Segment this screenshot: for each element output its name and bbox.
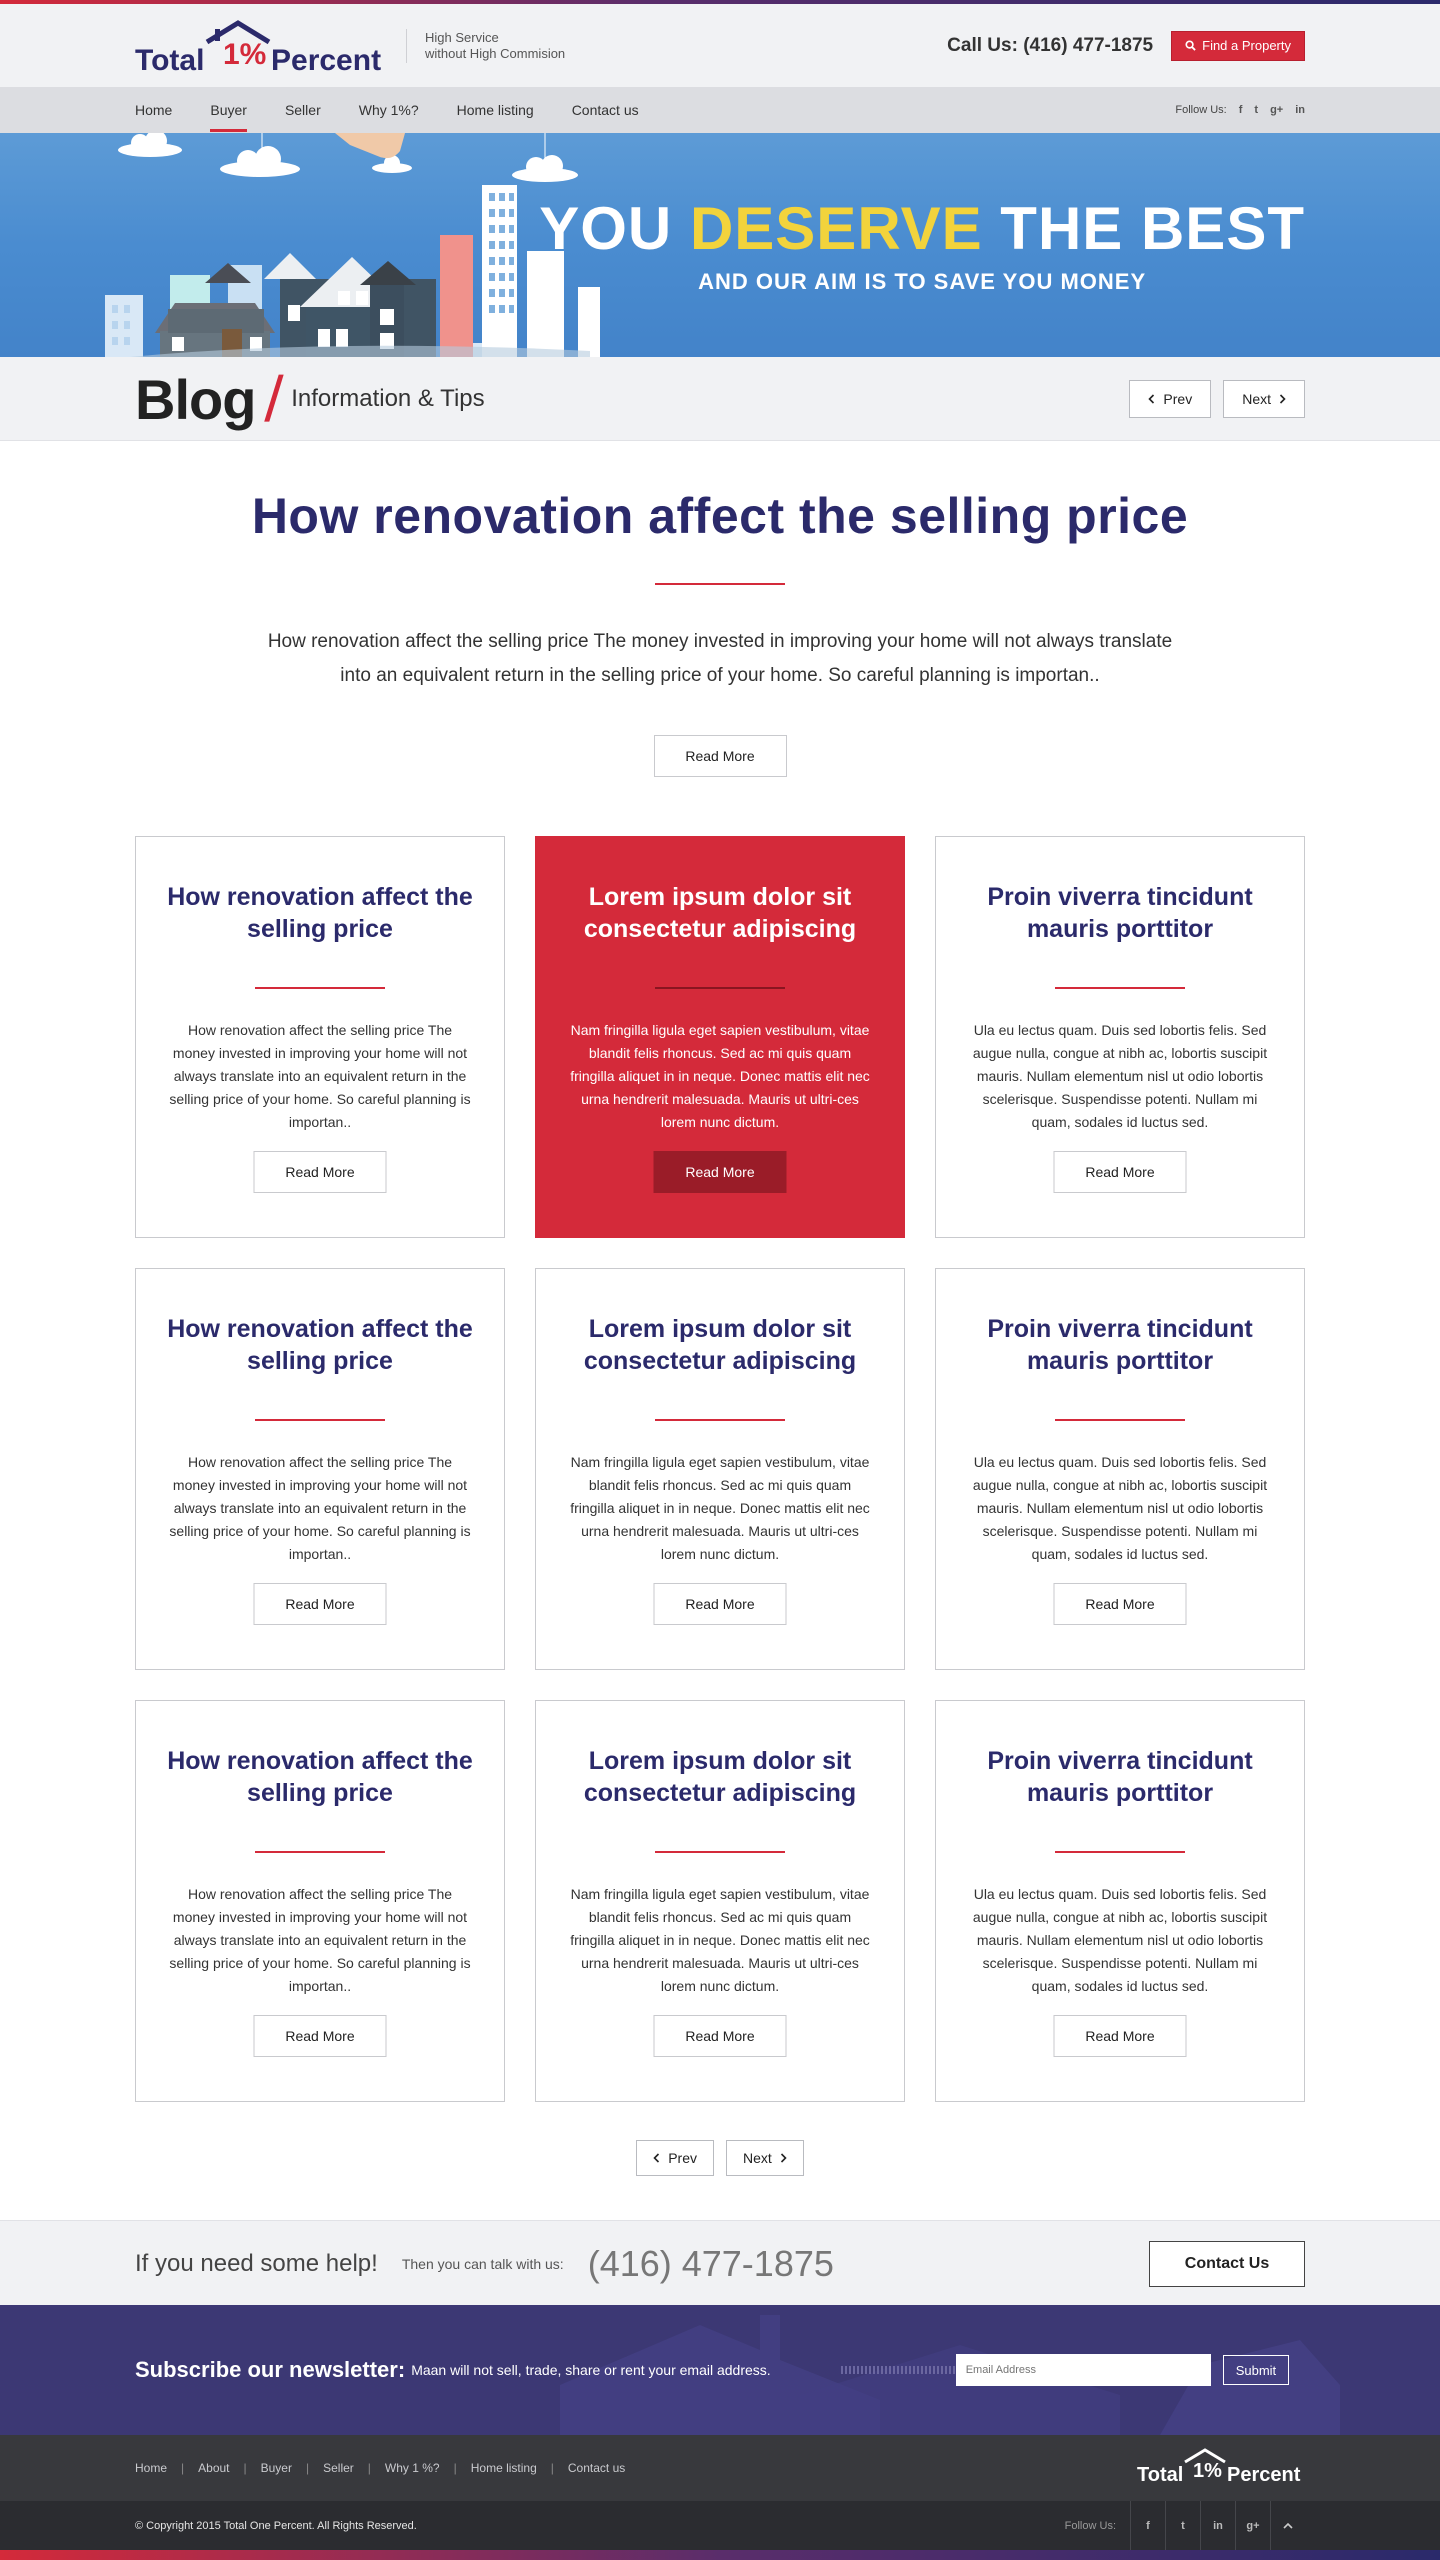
help-phone[interactable]: (416) 477-1875 <box>587 2242 834 2284</box>
footer-link-why[interactable]: Why 1 %? <box>384 2461 440 2475</box>
blog-title-bar <box>0 357 1440 441</box>
bottom-accent-line <box>0 2550 1440 2560</box>
nav-item-why[interactable]: Why 1%? <box>358 102 419 118</box>
card-excerpt: Ula eu lectus quam. Duis sed lobortis felis. Sed augue nulla, congue at nibh ac, lobortis suscipit mauris. Nullam elementum nisl ut odio lobortis scelerisque. Suspendisse potenti. Nullam mi quam, sodales id luctus sed. <box>972 1022 1268 1130</box>
footer-follow-us <box>1065 2501 1305 2550</box>
card-divider <box>255 987 385 989</box>
hand-icon <box>335 133 405 158</box>
card-read-more-button[interactable]: Read More <box>654 1583 787 1625</box>
blog-grid-section <box>135 836 1305 2176</box>
search-icon <box>1185 40 1196 51</box>
blog-card <box>935 1268 1305 1670</box>
site-logo[interactable] <box>135 16 390 76</box>
footer-separator: | <box>243 2461 247 2475</box>
google-plus-icon[interactable]: g+ <box>1270 104 1284 116</box>
hero-subtitle: AND OUR AIM IS TO SAVE YOU MONEY <box>698 269 1147 294</box>
newsletter-section <box>0 2305 1440 2435</box>
bottom-prev-button[interactable] <box>636 2140 714 2176</box>
blog-card <box>135 1700 505 2102</box>
nav-item-contact[interactable]: Contact us <box>571 102 639 118</box>
footer-link-home[interactable]: Home <box>135 2461 168 2475</box>
footer-logo-mark: 1% <box>1193 2459 1222 2482</box>
featured-post-title[interactable]: How renovation affect the selling price <box>251 488 1189 544</box>
card-title[interactable]: Lorem ipsum dolor sit consectetur adipiscing <box>583 883 857 943</box>
card-read-more-button[interactable]: Read More <box>654 2015 787 2057</box>
bottom-prev-label: Prev <box>668 2150 697 2166</box>
card-title[interactable]: Lorem ipsum dolor sit consectetur adipiscing <box>583 1747 857 1807</box>
footer-separator: | <box>305 2461 310 2475</box>
page-title: Blog <box>135 367 256 431</box>
chevron-up-icon <box>1283 2522 1293 2529</box>
help-heading: If you need some help! <box>135 2249 378 2277</box>
google-plus-icon[interactable]: g+ <box>1235 2501 1270 2550</box>
card-title[interactable]: How renovation affect the selling price <box>167 1747 473 1807</box>
card-read-more-button[interactable]: Read More <box>654 1151 787 1193</box>
card-divider <box>655 987 785 989</box>
site-footer <box>0 2435 1440 2560</box>
hero-text <box>539 193 1305 295</box>
submit-button[interactable]: Submit <box>1223 2355 1289 2385</box>
help-bar <box>0 2220 1440 2305</box>
linkedin-icon[interactable]: in <box>1295 104 1305 116</box>
featured-post-excerpt <box>235 625 1205 693</box>
blog-card <box>135 1268 505 1670</box>
card-divider <box>1055 1419 1185 1421</box>
site-header <box>0 4 1440 87</box>
logo-word-percent: Percent <box>271 43 382 76</box>
card-divider <box>1055 987 1185 989</box>
footer-follow-label: Follow Us: <box>1064 2519 1116 2532</box>
house-icon <box>130 253 590 357</box>
card-title[interactable]: Proin viverra tincidunt mauris porttitor <box>987 1315 1253 1375</box>
hero-word-3: THE BEST <box>1000 195 1305 262</box>
card-excerpt: How renovation affect the selling price The money invested in improving your home will not always translate into an equivalent return in the selling price of your home. So careful planning is importan.. <box>169 1886 471 1994</box>
tagline <box>406 29 565 63</box>
header-follow-us <box>1175 104 1305 116</box>
nav-item-seller[interactable]: Seller <box>284 102 321 118</box>
blog-card <box>935 836 1305 1238</box>
main-nav <box>0 87 1440 133</box>
footer-logo[interactable] <box>1137 2447 1305 2490</box>
footer-logo-word-total: Total <box>1137 2463 1184 2485</box>
card-excerpt: Ula eu lectus quam. Duis sed lobortis felis. Sed augue nulla, congue at nibh ac, lobortis suscipit mauris. Nullam elementum nisl ut odio lobortis scelerisque. Suspendisse potenti. Nullam mi quam, sodales id luctus sed. <box>972 1454 1268 1562</box>
footer-logo-word-percent: Percent <box>1227 2463 1301 2485</box>
card-read-more-button[interactable]: Read More <box>1054 1151 1187 1193</box>
chevron-left-icon <box>653 2153 660 2163</box>
call-us-phone[interactable]: Call Us: (416) 477-1875 <box>947 34 1154 56</box>
card-title[interactable]: How renovation affect the selling price <box>167 883 473 943</box>
next-button[interactable] <box>1223 380 1305 418</box>
nav-item-home-listing[interactable]: Home listing <box>456 102 534 118</box>
card-read-more-button[interactable]: Read More <box>254 1151 387 1193</box>
twitter-icon[interactable]: t <box>1165 2501 1200 2550</box>
find-property-button[interactable] <box>1171 31 1305 61</box>
blog-grid <box>135 836 1305 2102</box>
featured-post <box>135 441 1305 777</box>
blog-card <box>135 836 505 1238</box>
next-label: Next <box>1242 391 1271 407</box>
footer-link-about[interactable]: About <box>198 2461 230 2475</box>
card-excerpt: How renovation affect the selling price The money invested in improving your home will not always translate into an equivalent return in the selling price of your home. So careful planning is importan.. <box>169 1022 471 1130</box>
featured-excerpt-line-2: into an equivalent return in the selling price of your home. So careful planning is importan.. <box>340 665 1100 686</box>
card-excerpt: Ula eu lectus quam. Duis sed lobortis felis. Sed augue nulla, congue at nibh ac, lobortis suscipit mauris. Nullam elementum nisl ut odio lobortis scelerisque. Suspendisse potenti. Nullam mi quam, sodales id luctus sed. <box>972 1886 1268 1994</box>
blog-card <box>535 1268 905 1670</box>
card-excerpt: Nam fringilla ligula eget sapien vestibulum, vitae blandit felis rhoncus. Sed ac mi quis quam fringilla aliquet in in neque. Donec mattis elit nec urna hendrerit malesuada. Mauris ut ultri-ces lorem nunc dictum. <box>570 1886 870 1994</box>
logo-house-icon <box>135 20 390 76</box>
prev-button[interactable] <box>1129 380 1211 418</box>
title-divider <box>655 583 785 585</box>
featured-excerpt-line-1: How renovation affect the selling price The money invested in improving your home will not always translate <box>267 631 1173 652</box>
footer-logo-house-icon <box>1137 2447 1305 2485</box>
chevron-left-icon <box>1148 394 1155 404</box>
card-title[interactable]: Lorem ipsum dolor sit consectetur adipiscing <box>583 1315 857 1375</box>
newsletter-heading: Subscribe our newsletter: <box>135 2357 406 2382</box>
featured-read-more-button[interactable]: Read More <box>654 735 787 777</box>
tagline-line-2: without High Commision <box>425 45 566 61</box>
footer-separator: | <box>367 2461 371 2475</box>
scroll-top-button[interactable] <box>1270 2501 1305 2550</box>
card-divider <box>655 1851 785 1853</box>
bottom-next-button[interactable] <box>726 2140 804 2176</box>
card-divider <box>655 1419 785 1421</box>
card-divider <box>1055 1851 1185 1853</box>
footer-links-bar <box>0 2435 1440 2501</box>
help-subtext: Then you can talk with us: <box>401 2255 564 2272</box>
card-read-more-button[interactable]: Read More <box>1054 2015 1187 2057</box>
footer-link-contact[interactable]: Contact us <box>567 2461 626 2475</box>
contact-us-button[interactable]: Contact Us <box>1149 2241 1305 2287</box>
follow-label: Follow Us: <box>1175 104 1227 116</box>
nav-item-home[interactable]: Home <box>135 102 173 118</box>
page-subtitle: Information & Tips <box>291 385 485 412</box>
card-divider <box>255 1419 385 1421</box>
newsletter-dots <box>841 2366 956 2374</box>
bottom-next-label: Next <box>743 2150 772 2166</box>
card-title[interactable]: How renovation affect the selling price <box>167 1315 473 1375</box>
blog-card <box>535 1700 905 2102</box>
card-read-more-button[interactable]: Read More <box>254 1583 387 1625</box>
tagline-line-1: High Service <box>425 29 499 45</box>
chevron-right-icon <box>780 2153 787 2163</box>
copyright: © Copyright 2015 Total One Percent. All Rights Reserved. <box>135 2519 417 2532</box>
twitter-icon[interactable]: t <box>1254 104 1259 116</box>
email-input[interactable] <box>956 2354 1211 2386</box>
footer-link-seller[interactable]: Seller <box>323 2461 354 2475</box>
hero-banner <box>0 133 1440 357</box>
card-excerpt: Nam fringilla ligula eget sapien vestibulum, vitae blandit felis rhoncus. Sed ac mi quis quam fringilla aliquet in in neque. Donec mattis elit nec urna hendrerit malesuada. Mauris ut ultri-ces lorem nunc dictum. <box>570 1022 870 1130</box>
blog-card <box>935 1700 1305 2102</box>
chevron-right-icon <box>1279 394 1286 404</box>
footer-bottom-bar <box>0 2501 1440 2550</box>
facebook-icon[interactable]: f <box>1238 104 1243 116</box>
card-excerpt: How renovation affect the selling price The money invested in improving your home will not always translate into an equivalent return in the selling price of your home. So careful planning is importan.. <box>169 1454 471 1562</box>
card-read-more-button[interactable]: Read More <box>254 2015 387 2057</box>
hero-headline <box>539 193 1305 265</box>
card-divider <box>255 1851 385 1853</box>
linkedin-icon[interactable]: in <box>1200 2501 1235 2550</box>
hero-word-deserve: DESERVE <box>689 195 983 262</box>
logo-mark: 1% <box>223 37 267 71</box>
prev-label: Prev <box>1163 391 1193 407</box>
find-property-label: Find a Property <box>1202 38 1291 53</box>
card-read-more-button[interactable]: Read More <box>1054 1583 1187 1625</box>
facebook-icon[interactable]: f <box>1130 2501 1165 2550</box>
card-title[interactable]: Proin viverra tincidunt mauris porttitor <box>987 1747 1253 1807</box>
footer-separator: | <box>453 2461 457 2475</box>
footer-separator: | <box>550 2461 554 2475</box>
bottom-pager <box>135 2140 1305 2176</box>
card-title[interactable]: Proin viverra tincidunt mauris porttitor <box>987 883 1253 943</box>
blog-card-highlighted <box>535 836 905 1238</box>
nav-item-buyer[interactable]: Buyer <box>210 87 247 133</box>
title-slash: / <box>264 363 285 435</box>
footer-link-buyer[interactable]: Buyer <box>260 2461 292 2475</box>
card-excerpt: Nam fringilla ligula eget sapien vestibulum, vitae blandit felis rhoncus. Sed ac mi quis quam fringilla aliquet in in neque. Donec mattis elit nec urna hendrerit malesuada. Mauris ut ultri-ces lorem nunc dictum. <box>570 1454 870 1562</box>
hero-word-1: YOU <box>539 195 673 262</box>
logo-word-total: Total <box>135 43 205 76</box>
footer-links <box>135 2461 625 2475</box>
footer-separator: | <box>181 2461 185 2475</box>
footer-link-home-listing[interactable]: Home listing <box>470 2461 537 2475</box>
top-pager <box>1129 380 1305 418</box>
newsletter-subtext: Maan will not sell, trade, share or rent your email address. <box>411 2362 771 2378</box>
